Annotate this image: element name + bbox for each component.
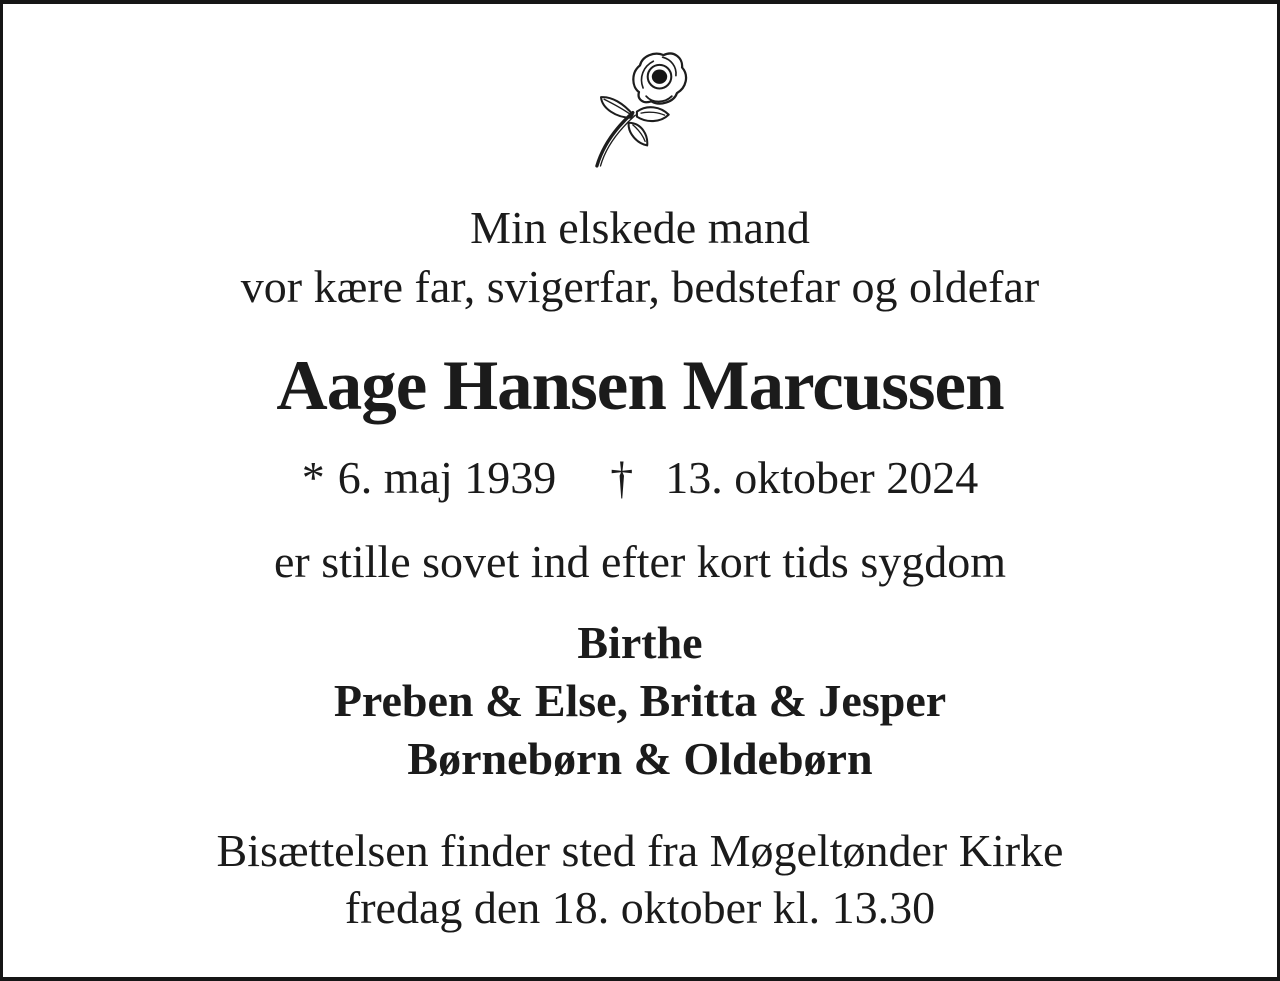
- life-dates: [302, 450, 979, 506]
- family-block: [334, 614, 946, 788]
- intro-line-2: vor kære far, svigerfar, bedstefar og oldefar: [240, 261, 1040, 312]
- death-date: 13. oktober 2024: [665, 452, 979, 503]
- deceased-name: Aage Hansen Marcussen: [276, 347, 1004, 425]
- family-line-1: Birthe: [577, 617, 703, 668]
- ceremony-line-1: Bisættelsen finder sted fra Møgeltønder Kirke: [216, 825, 1064, 876]
- ceremony-line-2: fredag den 18. oktober kl. 13.30: [344, 882, 936, 933]
- intro-line-1: Min elskede mand: [470, 202, 810, 253]
- birth-date: 6. maj 1939: [337, 452, 557, 503]
- family-line-2: Preben & Else, Britta & Jesper: [333, 675, 947, 726]
- death-dagger-symbol: †: [610, 452, 634, 503]
- family-line-3: Børnebørn & Oldebørn: [407, 733, 873, 784]
- birth-star-symbol: *: [301, 452, 325, 503]
- rose-icon: [588, 50, 692, 168]
- ceremony-block: [217, 822, 1064, 936]
- passing-note: er stille sovet ind efter kort tids sygdom: [273, 536, 1007, 587]
- intro-block: [241, 198, 1039, 316]
